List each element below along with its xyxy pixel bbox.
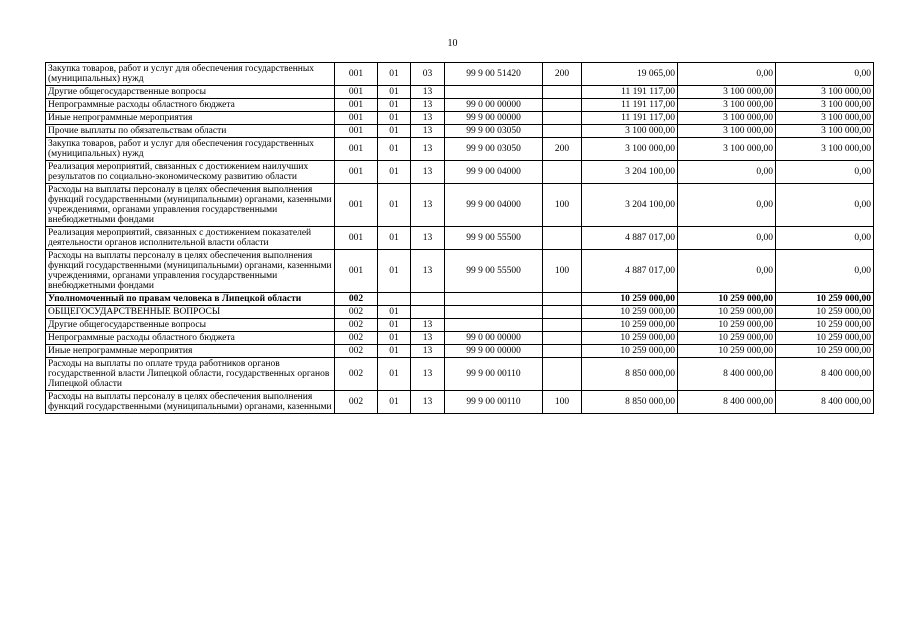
row-subsection-cell: 13 (411, 112, 445, 125)
row-amount-3-cell: 0,00 (776, 63, 874, 86)
row-target-article-cell (445, 306, 543, 319)
row-ved-cell: 001 (335, 125, 378, 138)
row-amount-2-cell: 10 259 000,00 (678, 293, 776, 306)
row-ved-cell: 001 (335, 138, 378, 161)
row-subsection-cell: 13 (411, 125, 445, 138)
row-amount-2-cell: 10 259 000,00 (678, 306, 776, 319)
row-target-article-cell (445, 319, 543, 332)
row-amount-3-cell: 3 100 000,00 (776, 125, 874, 138)
row-amount-3-cell: 0,00 (776, 161, 874, 184)
row-name-cell: Иные непрограммные мероприятия (46, 345, 335, 358)
table-row (46, 184, 874, 227)
row-section-cell: 01 (378, 161, 411, 184)
row-amount-1-cell: 11 191 117,00 (582, 86, 678, 99)
row-amount-3-cell: 3 100 000,00 (776, 86, 874, 99)
row-section-cell: 01 (378, 138, 411, 161)
table-row (46, 306, 874, 319)
row-amount-1-cell: 4 887 017,00 (582, 250, 678, 293)
row-name-cell: Реализация мероприятий, связанных с достижением наилучших результатов по социально-экономическому развитию области (46, 161, 335, 184)
row-ved-cell: 001 (335, 63, 378, 86)
row-target-article-cell: 99 9 00 04000 (445, 161, 543, 184)
row-amount-1-cell: 19 065,00 (582, 63, 678, 86)
row-target-article-cell: 99 9 00 00110 (445, 391, 543, 414)
row-ved-cell: 001 (335, 99, 378, 112)
table-row (46, 345, 874, 358)
row-section-cell: 01 (378, 184, 411, 227)
row-name-cell: Расходы на выплаты по оплате труда работников органов государственной власти Липецкой области, государственных органов Липецкой области (46, 358, 335, 391)
row-amount-2-cell: 0,00 (678, 227, 776, 250)
table-row (46, 99, 874, 112)
row-amount-1-cell: 3 100 000,00 (582, 125, 678, 138)
row-subsection-cell (411, 293, 445, 306)
row-expense-type-cell: 100 (543, 184, 582, 227)
row-name-cell: Непрограммные расходы областного бюджета (46, 99, 335, 112)
table-row (46, 293, 874, 306)
table-row (46, 125, 874, 138)
row-section-cell: 01 (378, 332, 411, 345)
row-name-cell: Расходы на выплаты персоналу в целях обеспечения выполнения функций государственными (муниципальными) органами, казенными учреждениями, органами управления государственными внебюджетными фондами (46, 250, 335, 293)
row-name-cell: Другие общегосударственные вопросы (46, 86, 335, 99)
row-section-cell: 01 (378, 319, 411, 332)
row-subsection-cell: 03 (411, 63, 445, 86)
row-amount-1-cell: 11 191 117,00 (582, 99, 678, 112)
row-expense-type-cell (543, 227, 582, 250)
row-section-cell: 01 (378, 63, 411, 86)
row-section-cell: 01 (378, 250, 411, 293)
table-row (46, 332, 874, 345)
table-body (46, 63, 874, 414)
row-name-cell: Иные непрограммные мероприятия (46, 112, 335, 125)
row-section-cell: 01 (378, 391, 411, 414)
row-amount-2-cell: 0,00 (678, 161, 776, 184)
row-section-cell: 01 (378, 112, 411, 125)
row-expense-type-cell (543, 112, 582, 125)
table-row (46, 138, 874, 161)
row-name-cell: Закупка товаров, работ и услуг для обеспечения государственных (муниципальных) нужд (46, 138, 335, 161)
row-expense-type-cell (543, 293, 582, 306)
row-amount-3-cell: 0,00 (776, 250, 874, 293)
row-subsection-cell: 13 (411, 86, 445, 99)
row-ved-cell: 002 (335, 306, 378, 319)
row-subsection-cell: 13 (411, 184, 445, 227)
row-amount-3-cell: 3 100 000,00 (776, 99, 874, 112)
row-expense-type-cell: 200 (543, 63, 582, 86)
table-row (46, 112, 874, 125)
table-row (46, 63, 874, 86)
row-amount-2-cell: 10 259 000,00 (678, 345, 776, 358)
row-amount-3-cell: 0,00 (776, 227, 874, 250)
row-expense-type-cell (543, 86, 582, 99)
row-amount-2-cell: 10 259 000,00 (678, 319, 776, 332)
row-ved-cell: 001 (335, 227, 378, 250)
row-name-cell: Другие общегосударственные вопросы (46, 319, 335, 332)
row-expense-type-cell (543, 332, 582, 345)
row-amount-1-cell: 4 887 017,00 (582, 227, 678, 250)
row-subsection-cell: 13 (411, 227, 445, 250)
row-amount-2-cell: 3 100 000,00 (678, 138, 776, 161)
row-target-article-cell: 99 9 00 00000 (445, 112, 543, 125)
row-amount-2-cell: 10 259 000,00 (678, 332, 776, 345)
row-amount-2-cell: 0,00 (678, 63, 776, 86)
row-subsection-cell (411, 306, 445, 319)
row-subsection-cell: 13 (411, 99, 445, 112)
row-amount-3-cell: 10 259 000,00 (776, 319, 874, 332)
row-ved-cell: 002 (335, 391, 378, 414)
row-ved-cell: 002 (335, 345, 378, 358)
row-target-article-cell: 99 9 00 55500 (445, 250, 543, 293)
row-amount-3-cell: 8 400 000,00 (776, 391, 874, 414)
table-row (46, 86, 874, 99)
row-amount-1-cell: 3 204 100,00 (582, 184, 678, 227)
row-amount-1-cell: 10 259 000,00 (582, 306, 678, 319)
row-ved-cell: 001 (335, 112, 378, 125)
row-amount-1-cell: 3 100 000,00 (582, 138, 678, 161)
table-row (46, 227, 874, 250)
row-expense-type-cell (543, 319, 582, 332)
row-section-cell: 01 (378, 345, 411, 358)
row-amount-3-cell: 3 100 000,00 (776, 112, 874, 125)
row-expense-type-cell (543, 125, 582, 138)
row-amount-1-cell: 10 259 000,00 (582, 332, 678, 345)
row-name-cell: Реализация мероприятий, связанных с достижением показателей деятельности органов исполнительной власти области (46, 227, 335, 250)
row-name-cell: ОБЩЕГОСУДАРСТВЕННЫЕ ВОПРОСЫ (46, 306, 335, 319)
row-amount-3-cell: 0,00 (776, 184, 874, 227)
row-target-article-cell: 99 0 00 00000 (445, 99, 543, 112)
row-amount-2-cell: 3 100 000,00 (678, 86, 776, 99)
row-amount-1-cell: 11 191 117,00 (582, 112, 678, 125)
page-number: 10 (447, 38, 458, 49)
row-ved-cell: 001 (335, 86, 378, 99)
row-subsection-cell: 13 (411, 332, 445, 345)
table-row (46, 391, 874, 414)
row-ved-cell: 002 (335, 319, 378, 332)
row-target-article-cell (445, 293, 543, 306)
row-ved-cell: 002 (335, 358, 378, 391)
row-name-cell: Расходы на выплаты персоналу в целях обеспечения выполнения функций государственными (муниципальными) органами, казенными (46, 391, 335, 414)
row-amount-2-cell: 8 400 000,00 (678, 358, 776, 391)
row-amount-2-cell: 3 100 000,00 (678, 112, 776, 125)
row-subsection-cell: 13 (411, 319, 445, 332)
row-target-article-cell: 99 9 00 00110 (445, 358, 543, 391)
row-amount-2-cell: 0,00 (678, 184, 776, 227)
row-target-article-cell (445, 86, 543, 99)
row-ved-cell: 002 (335, 293, 378, 306)
table-row (46, 319, 874, 332)
row-name-cell: Расходы на выплаты персоналу в целях обеспечения выполнения функций государственными (муниципальными) органами, казенными учреждениями, органами управления государственными внебюджетными фондами (46, 184, 335, 227)
row-name-cell: Уполномоченный по правам человека в Липецкой области (46, 293, 335, 306)
row-amount-2-cell: 8 400 000,00 (678, 391, 776, 414)
row-expense-type-cell: 100 (543, 391, 582, 414)
table-row (46, 250, 874, 293)
row-section-cell: 01 (378, 125, 411, 138)
row-amount-3-cell: 10 259 000,00 (776, 293, 874, 306)
row-amount-3-cell: 8 400 000,00 (776, 358, 874, 391)
row-ved-cell: 002 (335, 332, 378, 345)
row-expense-type-cell (543, 99, 582, 112)
row-target-article-cell: 99 9 00 04000 (445, 184, 543, 227)
row-subsection-cell: 13 (411, 138, 445, 161)
row-amount-3-cell: 3 100 000,00 (776, 138, 874, 161)
row-target-article-cell: 99 9 00 03050 (445, 125, 543, 138)
row-expense-type-cell: 100 (543, 250, 582, 293)
row-target-article-cell: 99 9 00 55500 (445, 227, 543, 250)
row-ved-cell: 001 (335, 250, 378, 293)
row-amount-2-cell: 3 100 000,00 (678, 99, 776, 112)
row-name-cell: Прочие выплаты по обязательствам области (46, 125, 335, 138)
row-target-article-cell: 99 9 00 00000 (445, 345, 543, 358)
row-expense-type-cell: 200 (543, 138, 582, 161)
row-section-cell (378, 293, 411, 306)
row-section-cell: 01 (378, 306, 411, 319)
row-target-article-cell: 99 9 00 03050 (445, 138, 543, 161)
row-ved-cell: 001 (335, 161, 378, 184)
table-row (46, 161, 874, 184)
row-section-cell: 01 (378, 227, 411, 250)
row-amount-2-cell: 0,00 (678, 250, 776, 293)
row-name-cell: Закупка товаров, работ и услуг для обеспечения государственных (муниципальных) нужд (46, 63, 335, 86)
row-expense-type-cell (543, 161, 582, 184)
row-subsection-cell: 13 (411, 358, 445, 391)
row-ved-cell: 001 (335, 184, 378, 227)
row-amount-3-cell: 10 259 000,00 (776, 332, 874, 345)
row-amount-3-cell: 10 259 000,00 (776, 345, 874, 358)
row-amount-3-cell: 10 259 000,00 (776, 306, 874, 319)
row-amount-1-cell: 8 850 000,00 (582, 358, 678, 391)
row-amount-1-cell: 10 259 000,00 (582, 345, 678, 358)
row-name-cell: Непрограммные расходы областного бюджета (46, 332, 335, 345)
table-row (46, 358, 874, 391)
row-subsection-cell: 13 (411, 250, 445, 293)
row-section-cell: 01 (378, 358, 411, 391)
budget-table (45, 62, 874, 414)
row-target-article-cell: 99 9 00 51420 (445, 63, 543, 86)
row-target-article-cell: 99 0 00 00000 (445, 332, 543, 345)
row-amount-1-cell: 10 259 000,00 (582, 319, 678, 332)
row-expense-type-cell (543, 358, 582, 391)
row-amount-2-cell: 3 100 000,00 (678, 125, 776, 138)
row-expense-type-cell (543, 345, 582, 358)
row-amount-1-cell: 10 259 000,00 (582, 293, 678, 306)
row-amount-1-cell: 8 850 000,00 (582, 391, 678, 414)
row-section-cell: 01 (378, 86, 411, 99)
row-subsection-cell: 13 (411, 161, 445, 184)
row-subsection-cell: 13 (411, 345, 445, 358)
row-subsection-cell: 13 (411, 391, 445, 414)
row-amount-1-cell: 3 204 100,00 (582, 161, 678, 184)
row-expense-type-cell (543, 306, 582, 319)
row-section-cell: 01 (378, 99, 411, 112)
